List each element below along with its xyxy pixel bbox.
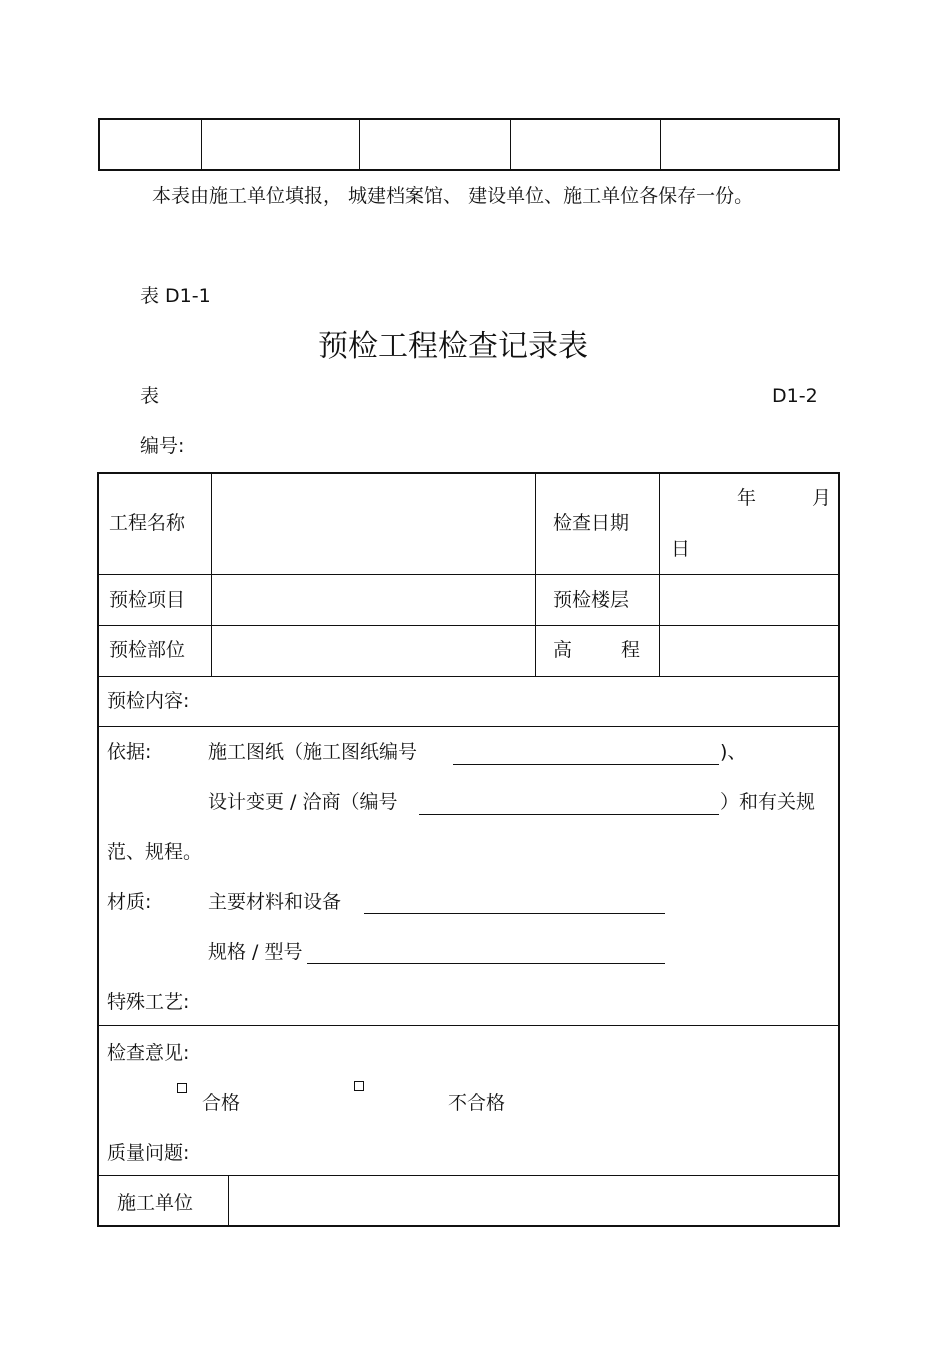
project-name-label: 工程名称 [109,512,186,534]
material-main-label: 主要材料和设备 [208,891,342,913]
precheck-item-label: 预检项目 [109,589,186,611]
elevation-label-2: 程 [621,639,641,661]
drawing-number-blank [453,764,719,765]
material-main-blank [364,913,665,914]
table-label-left: 表 [140,385,160,407]
fail-checkbox[interactable] [354,1081,364,1091]
date-month-label: 月 [812,487,832,509]
top-note: 本表由施工单位填报， 城建档案馆、 建设单位、施工单位各保存一份。 [152,185,754,207]
change-number-blank [419,814,719,815]
page-title: 预检工程检查记录表 [318,329,588,364]
pass-checkbox[interactable] [177,1083,187,1093]
material-spec-blank [307,963,665,964]
contractor-label: 施工单位 [117,1192,194,1214]
serial-label: 编号: [140,435,185,457]
basis-design-change-text: 设计变更 / 洽商（编号 [208,791,398,813]
precheck-floor-label: 预检楼层 [553,589,630,611]
basis-label: 依据: [107,741,152,763]
elevation-label-1: 高 [553,639,573,661]
basis-line3: 范、规程。 [107,841,203,863]
material-spec-label: 规格 / 型号 [208,941,303,963]
special-process-label: 特殊工艺: [107,991,190,1013]
basis-line1-end: )、 [720,741,747,763]
check-date-label: 检查日期 [553,512,630,534]
precheck-content-label: 预检内容: [107,690,190,712]
table-label-right: D1-2 [772,385,818,407]
precheck-location-label: 预检部位 [109,639,186,661]
fail-label: 不合格 [448,1092,506,1114]
date-year-label: 年 [737,487,757,509]
basis-line2-end: ）和有关规 [720,791,816,813]
basis-drawing-text: 施工图纸（施工图纸编号 [208,741,418,763]
prev-table-label: 表 D1-1 [140,285,211,307]
material-label: 材质: [107,891,152,913]
opinion-label: 检查意见: [107,1042,190,1064]
quality-issue-label: 质量问题: [107,1142,190,1164]
date-day-label: 日 [671,538,691,560]
pass-label: 合格 [202,1092,241,1114]
